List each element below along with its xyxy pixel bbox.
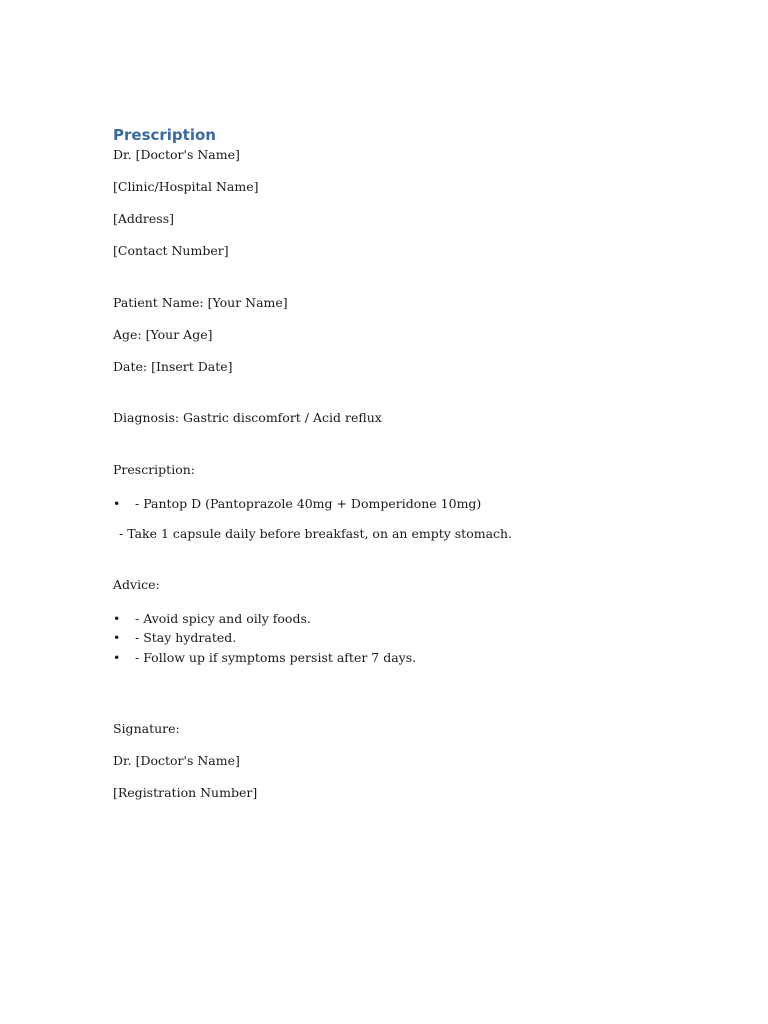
bullet-icon: • [113,649,121,665]
address-line: [Address] [113,211,174,226]
patient-age-line: Age: [Your Age] [113,327,213,342]
signature-doctor-name: Dr. [Doctor's Name] [113,753,240,768]
list-item [113,494,673,514]
prescription-list [113,494,673,514]
signature-label: Signature: [113,721,180,736]
advice-item-text: - Stay hydrated. [135,630,237,645]
list-item [113,609,673,629]
doctor-name-line: Dr. [Doctor's Name] [113,147,240,162]
advice-item-text: - Follow up if symptoms persist after 7 days. [135,649,417,665]
prescription-item-text: - Pantop D (Pantoprazole 40mg + Domperidone 10mg) [135,496,482,511]
clinic-name-line: [Clinic/Hospital Name] [113,179,259,194]
patient-name-line: Patient Name: [Your Name] [113,295,288,310]
bullet-icon: • [113,610,121,626]
diagnosis-line: Diagnosis: Gastric discomfort / Acid reflux [113,410,382,425]
advice-label: Advice: [113,576,160,592]
bullet-icon: • [113,630,121,645]
prescription-label: Prescription: [113,462,195,477]
document-body [113,125,673,801]
bullet-icon: • [113,496,121,511]
document-title: Prescription [113,126,216,144]
advice-list [113,609,673,668]
list-item [113,628,673,648]
prescription-instruction: - Take 1 capsule daily before breakfast, on an empty stomach. [119,525,513,541]
date-line: Date: [Insert Date] [113,359,233,374]
list-item [113,648,673,668]
contact-number-line: [Contact Number] [113,243,229,258]
registration-number: [Registration Number] [113,785,258,800]
advice-item-text: - Avoid spicy and oily foods. [135,610,311,626]
